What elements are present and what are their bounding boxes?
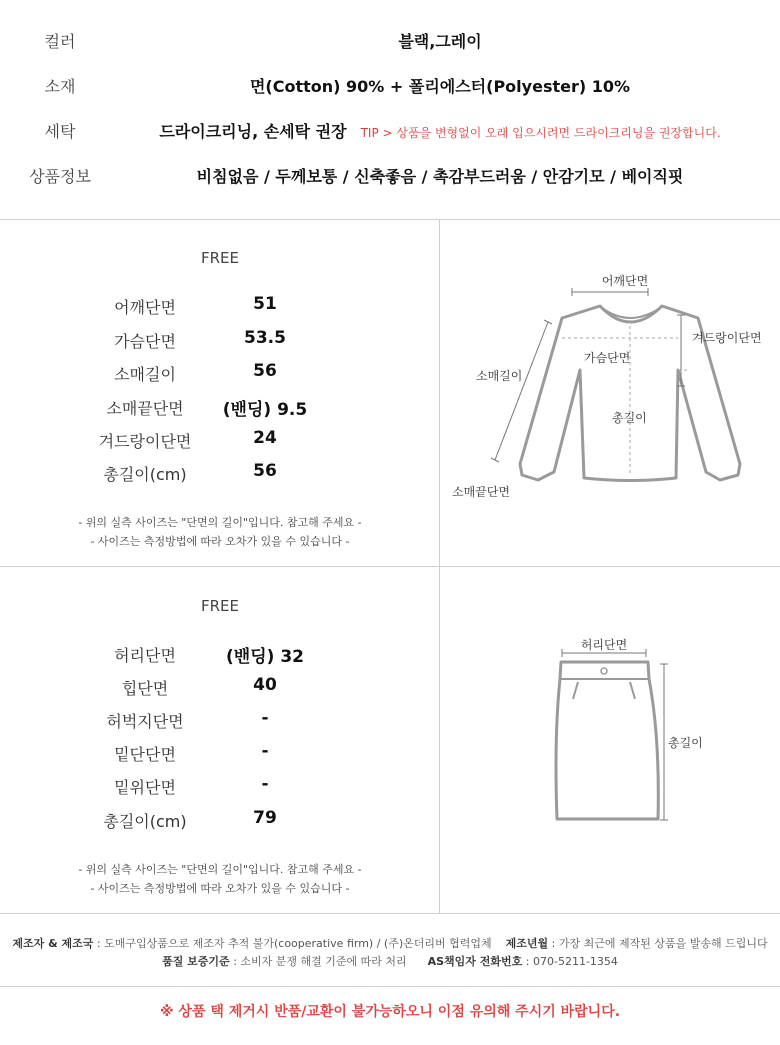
info-label: 상품정보 (29, 167, 91, 186)
measure-label: 허리단면 (114, 646, 176, 665)
top-measurement-diagram (440, 220, 780, 566)
wash-tip: TIP > 상품을 변형없이 오래 입으시려면 드라이크리닝을 권장합니다. (360, 126, 721, 140)
info-row-color (0, 27, 780, 57)
measure-label: 허벅지단면 (106, 712, 184, 731)
measure-label: 밑위단면 (114, 778, 176, 797)
label-total: 총길이 (668, 736, 703, 750)
measure-value: 51 (253, 294, 277, 314)
measure-label: 힙단면 (121, 679, 169, 698)
measure-label: 소매길이 (114, 365, 176, 384)
measure-label: 총길이(cm) (103, 465, 187, 484)
info-label: 소재 (44, 77, 76, 96)
info-value: 드라이크리닝, 손세탁 권장 (159, 122, 347, 141)
measure-arrows (562, 649, 668, 820)
product-info-section (0, 0, 780, 219)
divider (0, 913, 780, 914)
footer-line (0, 935, 780, 951)
measure-value: - (261, 708, 269, 728)
measure-label: 소매끝단면 (106, 399, 184, 418)
size-note: - 위의 실측 사이즈는 "단면의 길이"입니다. 참고해 주세요 - (78, 863, 362, 876)
size-note: - 사이즈는 측정방법에 따라 오차가 있을 수 있습니다 - (90, 882, 350, 895)
maker-label: 제조자 & 제조국 (12, 937, 94, 950)
measure-value: (밴딩) 32 (226, 647, 304, 667)
label-armpit: 겨드랑이단면 (692, 331, 762, 345)
divider (0, 986, 780, 987)
measure-value: (밴딩) 9.5 (222, 400, 308, 420)
skirt-measurement-diagram (440, 567, 780, 913)
date-label: 제조년월 (505, 937, 549, 950)
label-shoulder: 어깨단면 (601, 274, 649, 288)
measure-label: 총길이(cm) (103, 812, 187, 831)
measure-label: 겨드랑이단면 (98, 432, 192, 451)
label-chest: 가슴단면 (584, 351, 631, 365)
info-row-product (0, 162, 780, 192)
measure-value: 24 (253, 428, 277, 448)
measure-value: - (261, 774, 269, 794)
as-value: : 070-5211-1354 (525, 955, 618, 968)
info-value: 블랙,그레이 (398, 32, 482, 51)
label-total: 총길이 (612, 411, 647, 425)
size-label: FREE (200, 597, 239, 615)
measure-value: 56 (253, 461, 277, 481)
info-value: 비침없음 / 두께보통 / 신축좋음 / 촉감부드러움 / 안감기모 / 베이직핏 (196, 167, 684, 186)
size-note: - 사이즈는 측정방법에 따라 오차가 있을 수 있습니다 - (90, 535, 350, 548)
measure-value: 56 (253, 361, 277, 381)
label-sleeve: 소매길이 (476, 369, 523, 383)
date-value: : 가장 최근에 제작된 상품을 발송해 드립니다 (551, 937, 768, 950)
return-warning: ※ 상품 택 제거시 반품/교환이 불가능하오니 이점 유의해 주시기 바랍니다. (159, 1004, 621, 1020)
label-cuff: 소매끝단면 (452, 485, 510, 499)
measure-value: 40 (253, 675, 277, 695)
info-value: 면(Cotton) 90% + 폴리에스터(Polyester) 10% (249, 77, 631, 96)
info-label: 컬러 (44, 32, 76, 51)
maker-value: : 도매구입상품으로 제조자 추적 불가(cooperative firm) / (주)온더리버 협력업체 (96, 937, 492, 950)
info-row-material (0, 72, 780, 102)
measure-value: 53.5 (244, 328, 286, 348)
label-waist: 허리단면 (580, 638, 628, 652)
measure-label: 어깨단면 (114, 298, 176, 317)
warranty-label: 품질 보증기준 (162, 955, 230, 968)
info-row-wash (0, 117, 780, 147)
measure-value: - (261, 741, 269, 761)
info-label: 세탁 (44, 122, 76, 141)
size-label: FREE (200, 249, 239, 267)
measure-value: 79 (253, 808, 277, 828)
button-icon (601, 668, 607, 674)
warranty-value: : 소비자 분쟁 해결 기준에 따라 처리 (233, 955, 407, 968)
as-label: AS책임자 전화번호 (427, 955, 523, 968)
skirt-outline-icon (556, 662, 658, 819)
size-note: - 위의 실측 사이즈는 "단면의 길이"입니다. 참고해 주세요 - (78, 516, 362, 529)
measure-label: 밑단단면 (114, 745, 176, 764)
footer-line (0, 953, 780, 969)
measure-label: 가슴단면 (114, 332, 176, 351)
info-value-wrap (120, 117, 760, 148)
